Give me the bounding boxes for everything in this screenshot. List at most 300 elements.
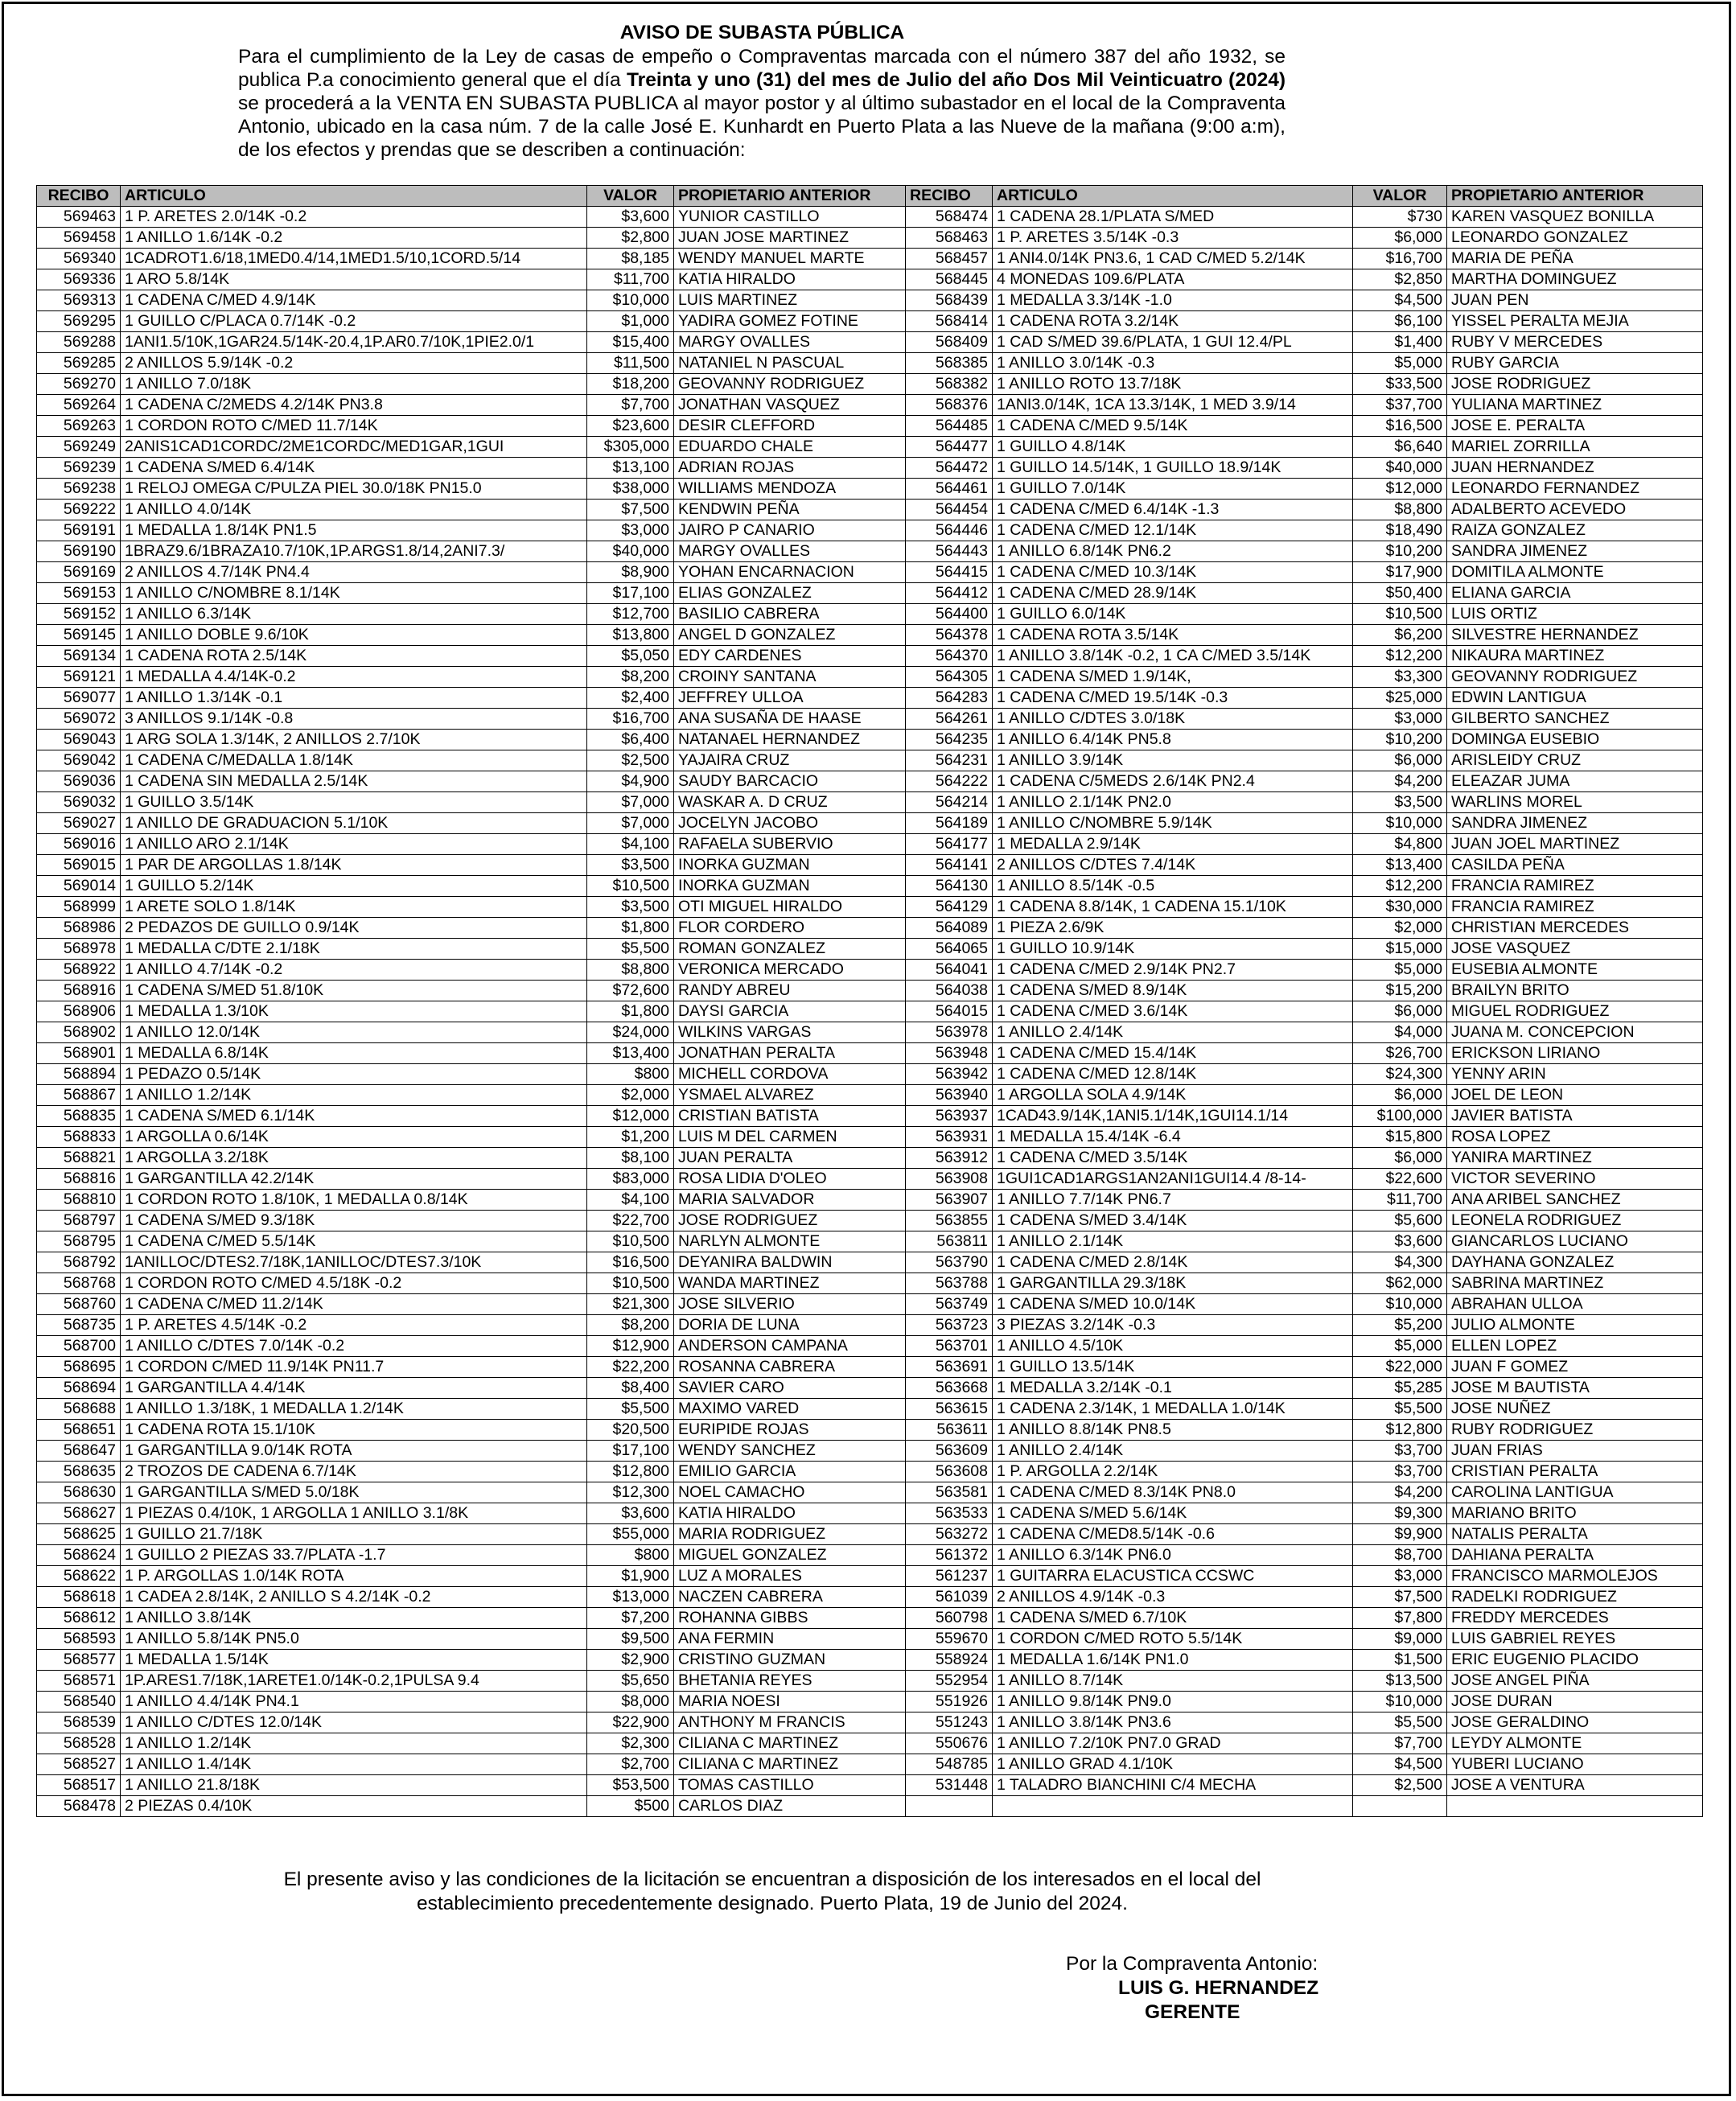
cell-articulo-2: 1 CADENA S/MED 6.7/10K [993,1608,1353,1629]
table-row [37,1190,1703,1211]
cell-recibo-2: 564015 [906,1001,993,1022]
cell-articulo: 1 ARGOLLA 3.2/18K [121,1148,587,1169]
table-row [37,667,1703,688]
cell-articulo-2: 1 CADENA C/MED 15.4/14K [993,1043,1353,1064]
cell-articulo: 1 MEDALLA 1.3/10K [121,1001,587,1022]
cell-recibo: 569043 [37,730,121,750]
cell-recibo: 568593 [37,1629,121,1650]
cell-articulo: 1 GARGANTILLA 42.2/14K [121,1169,587,1190]
cell-recibo-2: 564477 [906,437,993,458]
cell-propietario-2: NATALIS PERALTA [1447,1524,1703,1545]
cell-recibo-2: 564370 [906,646,993,667]
cell-propietario: BASILIO CABRERA [674,604,906,625]
cell-articulo-2: 1 GUILLO 10.9/14K [993,939,1353,960]
cell-propietario: CRISTIAN BATISTA [674,1106,906,1127]
cell-articulo: 1 RELOJ OMEGA C/PULZA PIEL 30.0/18K PN15.0 [121,479,587,500]
cell-valor: $8,800 [587,960,674,981]
cell-valor: $10,500 [587,1231,674,1252]
cell-recibo: 569264 [37,395,121,416]
cell-valor: $500 [587,1796,674,1817]
cell-propietario-2: ERIC EUGENIO PLACIDO [1447,1650,1703,1671]
cell-propietario: MARIA RODRIGUEZ [674,1524,906,1545]
cell-valor-2: $13,400 [1353,855,1447,876]
cell-articulo-2: 1 CADENA S/MED 3.4/14K [993,1211,1353,1231]
cell-valor-2: $5,500 [1353,1712,1447,1733]
cell-recibo: 569313 [37,290,121,311]
cell-propietario: INORKA GUZMAN [674,876,906,897]
cell-propietario-2: JUANA M. CONCEPCION [1447,1022,1703,1043]
cell-propietario-2: ERICKSON LIRIANO [1447,1043,1703,1064]
table-row [37,562,1703,583]
cell-articulo-2: 1 CADENA ROTA 3.2/14K [993,311,1353,332]
cell-articulo: 1 CORDON ROTO 1.8/10K, 1 MEDALLA 0.8/14K [121,1190,587,1211]
cell-articulo: 1 ANILLO 1.2/14K [121,1085,587,1106]
cell-propietario: WASKAR A. D CRUZ [674,792,906,813]
cell-articulo-2: 1 ANI4.0/14K PN3.6, 1 CAD C/MED 5.2/14K [993,249,1353,269]
cell-valor: $3,500 [587,897,674,918]
cell-propietario-2: MARIANO BRITO [1447,1503,1703,1524]
cell-articulo: 1 PIEZAS 0.4/10K, 1 ARGOLLA 1 ANILLO 3.1/8K [121,1503,587,1524]
cell-propietario-2: RADELKI RODRIGUEZ [1447,1587,1703,1608]
cell-propietario-2 [1447,1796,1703,1817]
cell-articulo-2: 1 CADENA 8.8/14K, 1 CADENA 15.1/10K [993,897,1353,918]
cell-propietario: MARGY OVALLES [674,541,906,562]
cell-valor: $7,000 [587,813,674,834]
cell-valor: $5,050 [587,646,674,667]
cell-valor: $72,600 [587,981,674,1001]
cell-propietario-2: WARLINS MOREL [1447,792,1703,813]
cell-recibo: 568768 [37,1273,121,1294]
cell-recibo: 569121 [37,667,121,688]
table-row [37,395,1703,416]
cell-valor: $8,000 [587,1692,674,1712]
cell-articulo-2: 1 ANILLO 2.1/14K [993,1231,1353,1252]
header-recibo: RECIBO [37,186,121,207]
auction-items-table [36,185,1703,1817]
cell-valor: $4,900 [587,771,674,792]
cell-propietario-2: JAVIER BATISTA [1447,1106,1703,1127]
cell-propietario-2: EUSEBIA ALMONTE [1447,960,1703,981]
cell-recibo-2: 560798 [906,1608,993,1629]
cell-articulo: 1 ANILLO C/NOMBRE 8.1/14K [121,583,587,604]
cell-propietario-2: DOMITILA ALMONTE [1447,562,1703,583]
table-row [37,520,1703,541]
cell-articulo: 1 ANILLO 7.0/18K [121,374,587,395]
cell-propietario: JEFFREY ULLOA [674,688,906,709]
cell-articulo-2: 1 GUILLO 7.0/14K [993,479,1353,500]
cell-valor: $18,200 [587,374,674,395]
cell-recibo: 569191 [37,520,121,541]
cell-articulo: 1 MEDALLA 1.8/14K PN1.5 [121,520,587,541]
cell-recibo: 569190 [37,541,121,562]
cell-articulo: 1 CADENA C/MEDALLA 1.8/14K [121,750,587,771]
cell-recibo: 568647 [37,1441,121,1462]
cell-propietario-2: SILVESTRE HERNANDEZ [1447,625,1703,646]
cell-recibo: 569072 [37,709,121,730]
cell-recibo-2: 563931 [906,1127,993,1148]
cell-valor: $5,500 [587,939,674,960]
cell-propietario-2: LUIS ORTIZ [1447,604,1703,625]
cell-propietario-2: YISSEL PERALTA MEJIA [1447,311,1703,332]
cell-recibo-2: 561039 [906,1587,993,1608]
cell-valor: $10,500 [587,1273,674,1294]
cell-articulo-2: 1 MEDALLA 3.2/14K -0.1 [993,1378,1353,1399]
cell-articulo-2: 1 ANILLO 3.8/14K PN3.6 [993,1712,1353,1733]
cell-recibo: 569295 [37,311,121,332]
table-row [37,981,1703,1001]
cell-valor: $11,500 [587,353,674,374]
cell-propietario: NATANIEL N PASCUAL [674,353,906,374]
cell-propietario-2: LEYDY ALMONTE [1447,1733,1703,1754]
cell-valor-2: $30,000 [1353,897,1447,918]
cell-propietario: JONATHAN PERALTA [674,1043,906,1064]
cell-recibo-2 [906,1796,993,1817]
cell-propietario: FLOR CORDERO [674,918,906,939]
cell-valor: $12,300 [587,1482,674,1503]
cell-valor-2: $1,400 [1353,332,1447,353]
cell-recibo-2: 564485 [906,416,993,437]
cell-articulo: 1 GUILLO 2 PIEZAS 33.7/PLATA -1.7 [121,1545,587,1566]
cell-valor: $23,600 [587,416,674,437]
cell-propietario-2: LUIS GABRIEL REYES [1447,1629,1703,1650]
cell-valor: $13,800 [587,625,674,646]
cell-recibo-2: 551926 [906,1692,993,1712]
cell-propietario: WENDY SANCHEZ [674,1441,906,1462]
cell-articulo: 1ANI1.5/10K,1GAR24.5/14K-20.4,1P.AR0.7/10K,1PIE2.0/1 [121,332,587,353]
cell-valor-2: $40,000 [1353,458,1447,479]
cell-articulo-2: 1 CADENA S/MED 10.0/14K [993,1294,1353,1315]
cell-articulo-2: 2 ANILLOS 4.9/14K -0.3 [993,1587,1353,1608]
cell-articulo-2: 1 ANILLO C/DTES 3.0/18K [993,709,1353,730]
cell-valor-2: $9,900 [1353,1524,1447,1545]
cell-propietario: RANDY ABREU [674,981,906,1001]
cell-valor-2: $3,000 [1353,1566,1447,1587]
cell-propietario: EDUARDO CHALE [674,437,906,458]
cell-recibo-2: 568445 [906,269,993,290]
cell-recibo: 569014 [37,876,121,897]
cell-recibo-2: 568439 [906,290,993,311]
cell-recibo: 568651 [37,1420,121,1441]
cell-valor: $3,500 [587,855,674,876]
table-row [37,771,1703,792]
cell-recibo-2: 568463 [906,228,993,249]
cell-recibo: 569152 [37,604,121,625]
cell-propietario: NATANAEL HERNANDEZ [674,730,906,750]
cell-valor-2: $8,800 [1353,500,1447,520]
cell-recibo: 568622 [37,1566,121,1587]
table-row [37,1064,1703,1085]
cell-recibo-2: 563855 [906,1211,993,1231]
cell-valor-2: $6,000 [1353,1085,1447,1106]
cell-valor: $8,200 [587,1315,674,1336]
cell-articulo-2: 1 CADENA C/MED 3.6/14K [993,1001,1353,1022]
cell-articulo: 1 MEDALLA 6.8/14K [121,1043,587,1064]
table-row [37,479,1703,500]
cell-valor-2: $2,850 [1353,269,1447,290]
cell-articulo-2: 1 GUILLO 6.0/14K [993,604,1353,625]
cell-propietario-2: RUBY RODRIGUEZ [1447,1420,1703,1441]
cell-propietario-2: FRANCIA RAMIREZ [1447,876,1703,897]
cell-valor-2: $4,000 [1353,1022,1447,1043]
cell-articulo-2: 1 PIEZA 2.6/9K [993,918,1353,939]
cell-valor-2: $6,100 [1353,311,1447,332]
table-row [37,458,1703,479]
cell-propietario-2: CRISTIAN PERALTA [1447,1462,1703,1482]
cell-propietario-2: ARISLEIDY CRUZ [1447,750,1703,771]
cell-recibo: 569288 [37,332,121,353]
cell-recibo: 568999 [37,897,121,918]
cell-articulo-2: 1 CADENA C/MED 9.5/14K [993,416,1353,437]
cell-valor-2: $730 [1353,207,1447,228]
cell-valor-2: $62,000 [1353,1273,1447,1294]
cell-propietario: ANA SUSAÑA DE HAASE [674,709,906,730]
cell-articulo: 1CADROT1.6/18,1MED0.4/14,1MED1.5/10,1CORD.5/14 [121,249,587,269]
cell-propietario-2: ANA ARIBEL SANCHEZ [1447,1190,1703,1211]
cell-recibo: 568700 [37,1336,121,1357]
cell-valor: $800 [587,1064,674,1085]
cell-articulo: 1 CORDON ROTO C/MED 4.5/18K -0.2 [121,1273,587,1294]
cell-valor-2: $17,900 [1353,562,1447,583]
cell-recibo-2: 563948 [906,1043,993,1064]
cell-propietario: WILKINS VARGAS [674,1022,906,1043]
cell-recibo-2: 563908 [906,1169,993,1190]
table-row [37,1524,1703,1545]
table-row [37,625,1703,646]
cell-recibo: 568797 [37,1211,121,1231]
table-row [37,750,1703,771]
cell-propietario: WANDA MARTINEZ [674,1273,906,1294]
table-row [37,1608,1703,1629]
cell-propietario: ANDERSON CAMPANA [674,1336,906,1357]
cell-recibo-2: 564415 [906,562,993,583]
cell-articulo-2: 1 CADENA C/MED 10.3/14K [993,562,1353,583]
table-row [37,939,1703,960]
cell-recibo: 568902 [37,1022,121,1043]
cell-recibo: 568627 [37,1503,121,1524]
cell-recibo: 568618 [37,1587,121,1608]
table-row [37,1503,1703,1524]
cell-valor: $4,100 [587,1190,674,1211]
cell-valor-2: $5,000 [1353,960,1447,981]
cell-articulo-2: 1GUI1CAD1ARGS1AN2ANI1GUI14.4 /8-14- [993,1169,1353,1190]
cell-articulo-2: 1 ANILLO 7.7/14K PN6.7 [993,1190,1353,1211]
cell-propietario: ROSA LIDIA D'OLEO [674,1169,906,1190]
table-row [37,960,1703,981]
cell-recibo-2: 564472 [906,458,993,479]
cell-propietario: ROHANNA GIBBS [674,1608,906,1629]
table-row [37,1252,1703,1273]
cell-articulo: 1 ANILLO 1.3/18K, 1 MEDALLA 1.2/14K [121,1399,587,1420]
cell-articulo: 1 ANILLO DE GRADUACION 5.1/10K [121,813,587,834]
cell-articulo-2: 1 MEDALLA 3.3/14K -1.0 [993,290,1353,311]
header-valor: VALOR [587,186,674,207]
cell-propietario-2: MARTHA DOMINGUEZ [1447,269,1703,290]
cell-articulo-2: 1 CADENA 2.3/14K, 1 MEDALLA 1.0/14K [993,1399,1353,1420]
cell-valor-2: $2,000 [1353,918,1447,939]
cell-valor-2: $50,400 [1353,583,1447,604]
cell-recibo-2: 564378 [906,625,993,646]
cell-propietario-2: JOEL DE LEON [1447,1085,1703,1106]
cell-valor: $1,200 [587,1127,674,1148]
cell-propietario-2: VICTOR SEVERINO [1447,1169,1703,1190]
cell-articulo-2: 1 ANILLO 8.5/14K -0.5 [993,876,1353,897]
cell-propietario: SAVIER CARO [674,1378,906,1399]
cell-recibo-2: 551243 [906,1712,993,1733]
cell-propietario-2: JOSE M BAUTISTA [1447,1378,1703,1399]
cell-articulo-2: 1 ARGOLLA SOLA 4.9/14K [993,1085,1353,1106]
cell-propietario: NOEL CAMACHO [674,1482,906,1503]
cell-valor-2: $11,700 [1353,1190,1447,1211]
cell-propietario-2: RUBY GARCIA [1447,353,1703,374]
document-title: AVISO DE SUBASTA PÚBLICA [619,22,905,43]
cell-recibo-2: 568385 [906,353,993,374]
table-row [37,269,1703,290]
cell-propietario: ANGEL D GONZALEZ [674,625,906,646]
cell-valor-2: $25,000 [1353,688,1447,709]
cell-propietario: JUAN JOSE MARTINEZ [674,228,906,249]
table-row [37,1127,1703,1148]
cell-recibo: 569042 [37,750,121,771]
cell-articulo: 1 CADENA C/MED 4.9/14K [121,290,587,311]
cell-recibo-2: 564305 [906,667,993,688]
cell-recibo-2: 568376 [906,395,993,416]
cell-propietario: BHETANIA REYES [674,1671,906,1692]
cell-valor-2: $18,490 [1353,520,1447,541]
cell-recibo: 568612 [37,1608,121,1629]
cell-recibo-2: 568414 [906,311,993,332]
cell-propietario-2: SANDRA JIMENEZ [1447,541,1703,562]
cell-articulo-2: 1 ANILLO ROTO 13.7/18K [993,374,1353,395]
cell-propietario-2: LEONELA RODRIGUEZ [1447,1211,1703,1231]
cell-propietario: EDY CARDENES [674,646,906,667]
cell-articulo: 1 CORDON ROTO C/MED 11.7/14K [121,416,587,437]
cell-recibo: 569340 [37,249,121,269]
cell-articulo-2: 1 CADENA C/MED 3.5/14K [993,1148,1353,1169]
cell-articulo-2: 1 GUILLO 14.5/14K, 1 GUILLO 18.9/14K [993,458,1353,479]
table-header-row [37,186,1703,207]
cell-propietario: OTI MIGUEL HIRALDO [674,897,906,918]
cell-propietario-2: DOMINGA EUSEBIO [1447,730,1703,750]
cell-recibo: 569077 [37,688,121,709]
cell-propietario-2: KAREN VASQUEZ BONILLA [1447,207,1703,228]
cell-recibo: 569169 [37,562,121,583]
table-row [37,646,1703,667]
cell-recibo: 568922 [37,960,121,981]
cell-recibo: 568833 [37,1127,121,1148]
cell-propietario: EMILIO GARCIA [674,1462,906,1482]
cell-valor-2: $10,200 [1353,730,1447,750]
cell-recibo-2: 564461 [906,479,993,500]
cell-propietario-2: JOSE RODRIGUEZ [1447,374,1703,395]
cell-recibo: 569270 [37,374,121,395]
cell-valor-2: $7,700 [1353,1733,1447,1754]
cell-propietario-2: RUBY V MERCEDES [1447,332,1703,353]
cell-valor-2: $10,200 [1353,541,1447,562]
cell-articulo: 1 CADENA ROTA 2.5/14K [121,646,587,667]
cell-valor-2: $24,300 [1353,1064,1447,1085]
cell-articulo: 2 PEDAZOS DE GUILLO 0.9/14K [121,918,587,939]
cell-recibo-2: 564222 [906,771,993,792]
cell-valor-2: $3,000 [1353,709,1447,730]
cell-valor-2: $4,500 [1353,1754,1447,1775]
cell-valor: $15,400 [587,332,674,353]
table-row [37,207,1703,228]
cell-propietario-2: ADALBERTO ACEVEDO [1447,500,1703,520]
cell-valor: $13,100 [587,458,674,479]
cell-valor: $20,500 [587,1420,674,1441]
cell-propietario-2: SANDRA JIMENEZ [1447,813,1703,834]
cell-recibo: 568916 [37,981,121,1001]
cell-articulo-2: 1 P. ARETES 3.5/14K -0.3 [993,228,1353,249]
cell-propietario: YSMAEL ALVAREZ [674,1085,906,1106]
cell-valor: $7,700 [587,395,674,416]
table-row [37,1085,1703,1106]
cell-valor-2: $7,800 [1353,1608,1447,1629]
table-row [37,1482,1703,1503]
cell-propietario: JAIRO P CANARIO [674,520,906,541]
cell-articulo: 1 CADENA S/MED 9.3/18K [121,1211,587,1231]
cell-propietario: JOCELYN JACOBO [674,813,906,834]
cell-articulo: 1BRAZ9.6/1BRAZA10.7/10K,1P.ARGS1.8/14,2ANI7.3/ [121,541,587,562]
cell-articulo: 1 PEDAZO 0.5/14K [121,1064,587,1085]
table-row [37,1671,1703,1692]
cell-articulo: 1 ARETE SOLO 1.8/14K [121,897,587,918]
table-row [37,500,1703,520]
cell-valor-2: $22,000 [1353,1357,1447,1378]
table-row [37,1022,1703,1043]
cell-articulo: 1 ARG SOLA 1.3/14K, 2 ANILLOS 2.7/10K [121,730,587,750]
cell-propietario-2: FRANCIA RAMIREZ [1447,897,1703,918]
cell-valor: $8,200 [587,667,674,688]
cell-valor: $2,300 [587,1733,674,1754]
cell-articulo: 1 ANILLO ARO 2.1/14K [121,834,587,855]
cell-propietario: LUZ A MORALES [674,1566,906,1587]
cell-recibo-2: 559670 [906,1629,993,1650]
cell-valor-2: $6,200 [1353,625,1447,646]
cell-recibo: 569134 [37,646,121,667]
cell-propietario: WENDY MANUEL MARTE [674,249,906,269]
cell-articulo: 1 ANILLO 1.2/14K [121,1733,587,1754]
header-articulo-2: ARTICULO [993,186,1353,207]
cell-propietario: MARGY OVALLES [674,332,906,353]
cell-articulo-2: 1 CADENA C/MED8.5/14K -0.6 [993,1524,1353,1545]
cell-propietario-2: GILBERTO SANCHEZ [1447,709,1703,730]
cell-propietario: NARLYN ALMONTE [674,1231,906,1252]
cell-articulo: 1 ANILLO 12.0/14K [121,1022,587,1043]
cell-articulo: 1 MEDALLA 1.5/14K [121,1650,587,1671]
table-row [37,541,1703,562]
cell-valor-2: $3,600 [1353,1231,1447,1252]
cell-valor: $83,000 [587,1169,674,1190]
table-row [37,1796,1703,1817]
cell-recibo: 569249 [37,437,121,458]
cell-recibo: 568735 [37,1315,121,1336]
cell-propietario-2: LEONARDO FERNANDEZ [1447,479,1703,500]
cell-propietario: ROSANNA CABRERA [674,1357,906,1378]
cell-valor-2: $37,700 [1353,395,1447,416]
table-row [37,918,1703,939]
table-row [37,688,1703,709]
cell-articulo: 2 TROZOS DE CADENA 6.7/14K [121,1462,587,1482]
cell-valor: $13,400 [587,1043,674,1064]
table-row [37,730,1703,750]
cell-propietario-2: JOSE NUÑEZ [1447,1399,1703,1420]
cell-propietario-2: CASILDA PEÑA [1447,855,1703,876]
cell-recibo-2: 564177 [906,834,993,855]
cell-propietario-2: MIGUEL RODRIGUEZ [1447,1001,1703,1022]
cell-propietario: ROMAN GONZALEZ [674,939,906,960]
cell-recibo-2: 564129 [906,897,993,918]
